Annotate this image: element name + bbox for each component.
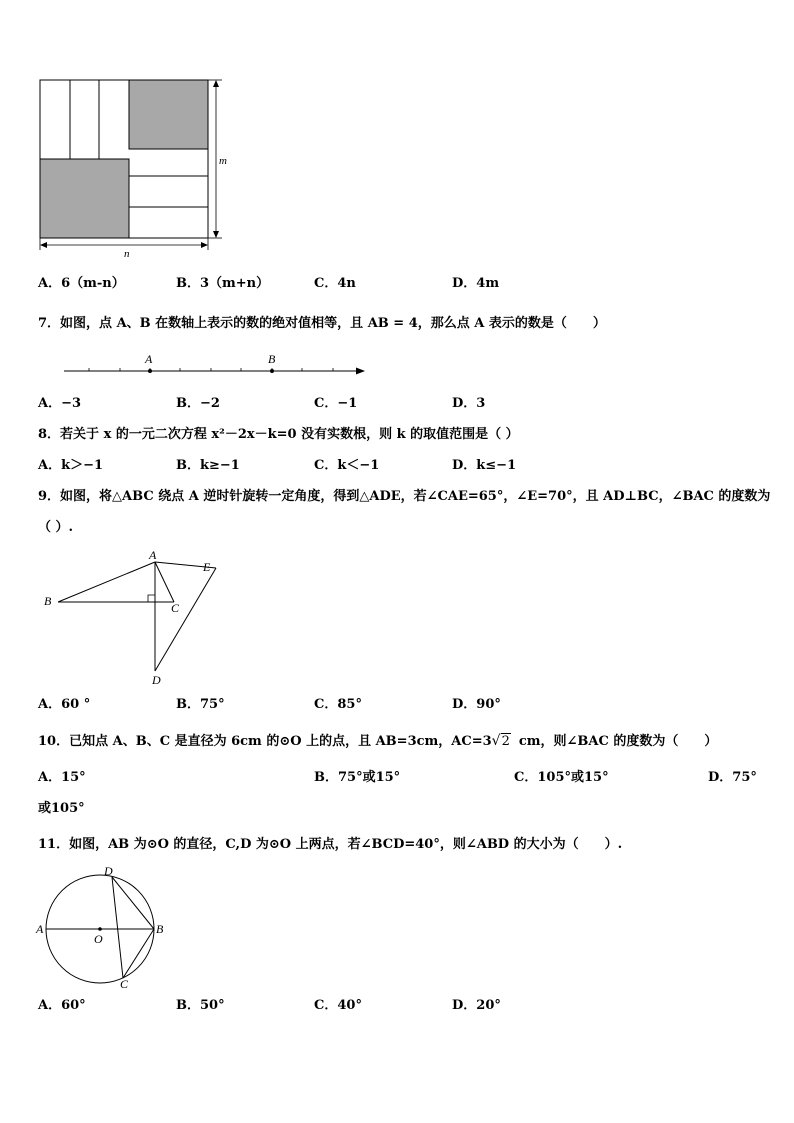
q9-label-c: C bbox=[171, 601, 180, 615]
q9-stem-line2: （ ）. bbox=[38, 520, 74, 535]
q9-segment-ac bbox=[155, 562, 174, 602]
q7-point-b bbox=[270, 369, 274, 373]
q8-option-b: B．k≥−1 bbox=[176, 458, 240, 473]
q11-label-b: B bbox=[156, 922, 164, 936]
q7-point-a bbox=[148, 369, 152, 373]
q11-segment-dc bbox=[112, 877, 123, 978]
q10-sqrt-sign: √ bbox=[491, 733, 501, 749]
q11-option-b: B．50° bbox=[176, 998, 225, 1013]
q10-sqrt-value: 2 bbox=[501, 734, 510, 749]
q6-label-n: n bbox=[124, 248, 130, 260]
q6-shaded-square-bottom bbox=[40, 159, 129, 238]
q9-option-d: D．90° bbox=[452, 697, 501, 712]
q6-option-a: A．6（m-n） bbox=[38, 276, 125, 291]
q6-arrow-down bbox=[213, 231, 219, 238]
q11-label-c: C bbox=[120, 977, 129, 991]
q11-option-a: A．60° bbox=[38, 998, 86, 1013]
q9-label-d: D bbox=[152, 673, 161, 687]
q9-label-b: B bbox=[44, 594, 52, 608]
q7-option-d: D．3 bbox=[452, 396, 486, 411]
q10-stem-after-sqrt: cm，则∠BAC 的度数为（ ） bbox=[518, 734, 718, 749]
q8-option-c: C．k＜−1 bbox=[314, 458, 380, 473]
q9-option-b: B．75° bbox=[176, 697, 225, 712]
q9-figure bbox=[38, 546, 228, 688]
q6-option-c: C．4n bbox=[314, 276, 356, 291]
q11-option-d: D．20° bbox=[452, 998, 501, 1013]
q11-figure bbox=[34, 862, 174, 994]
q6-arrow-up bbox=[213, 80, 219, 87]
q9-segment-de bbox=[155, 568, 216, 671]
q6-option-d: D．4m bbox=[452, 276, 500, 291]
q8-stem: 8．若关于 x 的一元二次方程 x²－2x－k=0 没有实数根，则 k 的取值范围是（ ） bbox=[38, 427, 519, 442]
q9-label-a: A bbox=[149, 548, 157, 562]
q7-label-a: A bbox=[145, 352, 153, 366]
q9-option-a: A．60 ° bbox=[38, 697, 91, 712]
q9-right-angle-mark bbox=[148, 595, 155, 602]
q11-segment-cb bbox=[123, 929, 154, 978]
q10-stem-before-sqrt: 10．已知点 A、B、C 是直径为 6cm 的⊙O 上的点，且 AB=3cm，AC=3 bbox=[38, 734, 492, 749]
q6-shaded-square-top bbox=[129, 80, 208, 149]
q9-option-c: C．85° bbox=[314, 697, 362, 712]
q10-option-d: D．75° bbox=[708, 770, 757, 785]
q7-option-b: B．−2 bbox=[176, 396, 220, 411]
q11-stem: 11．如图，AB 为⊙O 的直径，C,D 为⊙O 上两点，若∠BCD=40°，则∠ABD 的大小为（ ）. bbox=[38, 837, 623, 852]
q11-label-a: A bbox=[36, 922, 44, 936]
q11-center-point bbox=[98, 927, 102, 931]
q11-label-o: O bbox=[94, 932, 103, 946]
q10-option-b: B．75°或15° bbox=[314, 770, 401, 785]
q6-arrow-left bbox=[40, 242, 47, 248]
q10-option-a: A．15° bbox=[38, 770, 86, 785]
q11-label-d: D bbox=[104, 864, 113, 878]
q10-option-c: C．105°或15° bbox=[514, 770, 609, 785]
q8-option-d: D．k≤−1 bbox=[452, 458, 517, 473]
q7-stem: 7．如图，点 A、B 在数轴上表示的数的绝对值相等，且 AB = 4，那么点 A 表示的数是（ ） bbox=[38, 316, 606, 331]
q7-axis-arrow bbox=[356, 368, 365, 375]
q7-option-a: A．−3 bbox=[38, 396, 82, 411]
q6-label-m: m bbox=[219, 155, 227, 167]
q7-option-c: C．−1 bbox=[314, 396, 358, 411]
q6-figure bbox=[30, 72, 240, 262]
q10-option-d-continued: 或105° bbox=[38, 801, 85, 816]
q6-arrow-right bbox=[201, 242, 208, 248]
q7-label-b: B bbox=[268, 352, 276, 366]
q9-label-e: E bbox=[203, 560, 211, 574]
q6-option-b: B．3（m+n） bbox=[176, 276, 270, 291]
q11-option-c: C．40° bbox=[314, 998, 362, 1013]
q10-stem bbox=[38, 733, 717, 750]
q9-stem-line1: 9．如图，将△ABC 绕点 A 逆时针旋转一定角度，得到△ADE，若∠CAE=65°，∠E=70°，且 AD⊥BC，∠BAC 的度数为 bbox=[38, 489, 771, 504]
q9-segment-ab bbox=[58, 562, 155, 602]
q8-option-a: A．k＞−1 bbox=[38, 458, 104, 473]
q7-number-line bbox=[60, 350, 370, 382]
